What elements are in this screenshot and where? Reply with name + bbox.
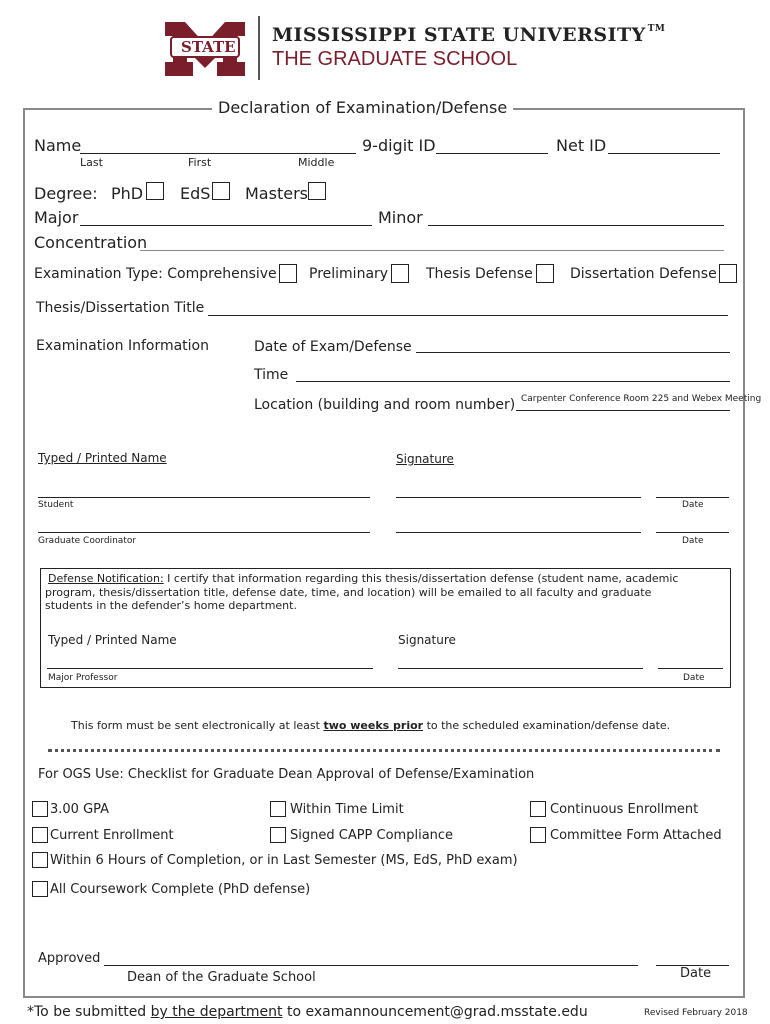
time-field[interactable] [296,381,730,382]
student-name-field[interactable] [38,497,370,498]
form-title: Declaration of Examination/Defense [212,98,513,117]
time-limit-checkbox[interactable] [270,801,286,817]
coordinator-name-field[interactable] [38,532,370,533]
location-label: Location (building and room number) [254,397,516,413]
dotted-separator [48,749,720,752]
netid-label: Net ID [556,136,607,155]
footer-submission: *To be submitted by the department to examannouncement@grad.msstate.edu [27,1004,588,1020]
middle-label: Middle [298,156,335,169]
professor-date-field[interactable] [658,668,723,669]
notification-line3: students in the defender’s home department. [45,599,297,612]
exam-type-label: Examination Type: Comprehensive [34,266,277,282]
approved-date-label: Date [680,966,712,981]
id9-label: 9-digit ID [362,136,436,155]
submission-notice: This form must be sent electronically at least two weeks prior to the scheduled examination/defense date. [71,719,671,732]
masters-label: Masters [245,184,308,203]
committee-label: Committee Form Attached [550,828,722,843]
last-label: Last [80,156,103,169]
student-date-label: Date [682,500,704,510]
preliminary-checkbox[interactable] [391,264,409,283]
major-professor-label: Major Professor [48,673,118,683]
coursework-checkbox[interactable] [32,881,48,897]
major-field[interactable] [80,225,372,226]
preliminary-label: Preliminary [309,266,389,282]
notification-line1: Defense Notification: I certify that information regarding this thesis/dissertation defense (student name, academic [48,572,679,585]
location-value[interactable]: Carpenter Conference Room 225 and Webex Meeting [521,394,762,404]
ogs-heading: For OGS Use: Checklist for Graduate Dean Approval of Defense/Examination [38,767,535,782]
university-name: MISSISSIPPI STATE UNIVERSITY ™ [272,24,666,46]
thesis-defense-label: Thesis Defense [426,266,533,282]
concentration-field[interactable] [140,250,724,251]
dean-label: Dean of the Graduate School [127,970,316,985]
time-label: Time [254,367,289,383]
school-name: THE GRADUATE SCHOOL [272,48,518,70]
signature-heading: Signature [396,452,454,466]
location-field[interactable] [516,410,730,411]
dissertation-defense-label: Dissertation Defense [570,266,717,282]
university-logo [165,22,245,76]
student-label: Student [38,500,74,510]
date-label: Date of Exam/Defense [254,339,412,355]
degree-label: Degree: [34,184,98,203]
title-field[interactable] [208,315,728,316]
capp-label: Signed CAPP Compliance [290,828,454,843]
revised-date: Revised February 2018 [644,1008,748,1018]
notification-signature: Signature [398,633,456,647]
approved-label: Approved [38,951,101,966]
time-limit-label: Within Time Limit [290,802,404,817]
committee-checkbox[interactable] [530,827,546,843]
phd-label: PhD [111,184,144,203]
phd-checkbox[interactable] [146,182,164,200]
professor-signature-field[interactable] [398,668,643,669]
student-signature-field[interactable] [396,497,641,498]
title-label: Thesis/Dissertation Title [36,300,205,316]
notification-typed-name: Typed / Printed Name [48,633,177,647]
professor-date-label: Date [683,673,705,683]
comprehensive-checkbox[interactable] [279,264,297,283]
continuous-label: Continuous Enrollment [550,802,699,817]
coursework-label: All Coursework Complete (PhD defense) [50,882,311,897]
notification-line2: program, thesis/dissertation title, defense date, time, and location) will be emailed to all faculty and graduate [45,586,652,599]
date-field[interactable] [416,352,730,353]
name-label: Name [34,136,82,155]
masters-checkbox[interactable] [308,182,326,200]
typed-name-heading: Typed / Printed Name [38,451,167,465]
capp-checkbox[interactable] [270,827,286,843]
exam-info-label: Examination Information [36,338,209,354]
minor-label: Minor [378,208,423,227]
netid-field[interactable] [608,153,720,154]
coordinator-date-label: Date [682,536,704,546]
current-label: Current Enrollment [50,828,174,843]
concentration-label: Concentration [34,233,148,252]
current-checkbox[interactable] [32,827,48,843]
dissertation-defense-checkbox[interactable] [719,264,737,283]
eds-checkbox[interactable] [212,182,230,200]
six-hours-label: Within 6 Hours of Completion, or in Last Semester (MS, EdS, PhD exam) [50,853,518,868]
professor-name-field[interactable] [47,668,373,669]
coordinator-date-field[interactable] [656,532,729,533]
major-label: Major [34,208,79,227]
continuous-checkbox[interactable] [530,801,546,817]
thesis-defense-checkbox[interactable] [536,264,554,283]
id9-field[interactable] [436,153,548,154]
coordinator-signature-field[interactable] [396,532,641,533]
gpa-label: 3.00 GPA [50,802,110,817]
first-label: First [188,156,212,169]
logo-text: STATE [181,38,236,56]
name-field[interactable] [80,153,356,154]
gpa-checkbox[interactable] [32,801,48,817]
coordinator-label: Graduate Coordinator [38,536,137,546]
eds-label: EdS [180,184,211,203]
header-divider [258,16,260,80]
student-date-field[interactable] [656,497,729,498]
minor-field[interactable] [428,225,724,226]
approved-field[interactable] [104,965,638,966]
six-hours-checkbox[interactable] [32,852,48,868]
